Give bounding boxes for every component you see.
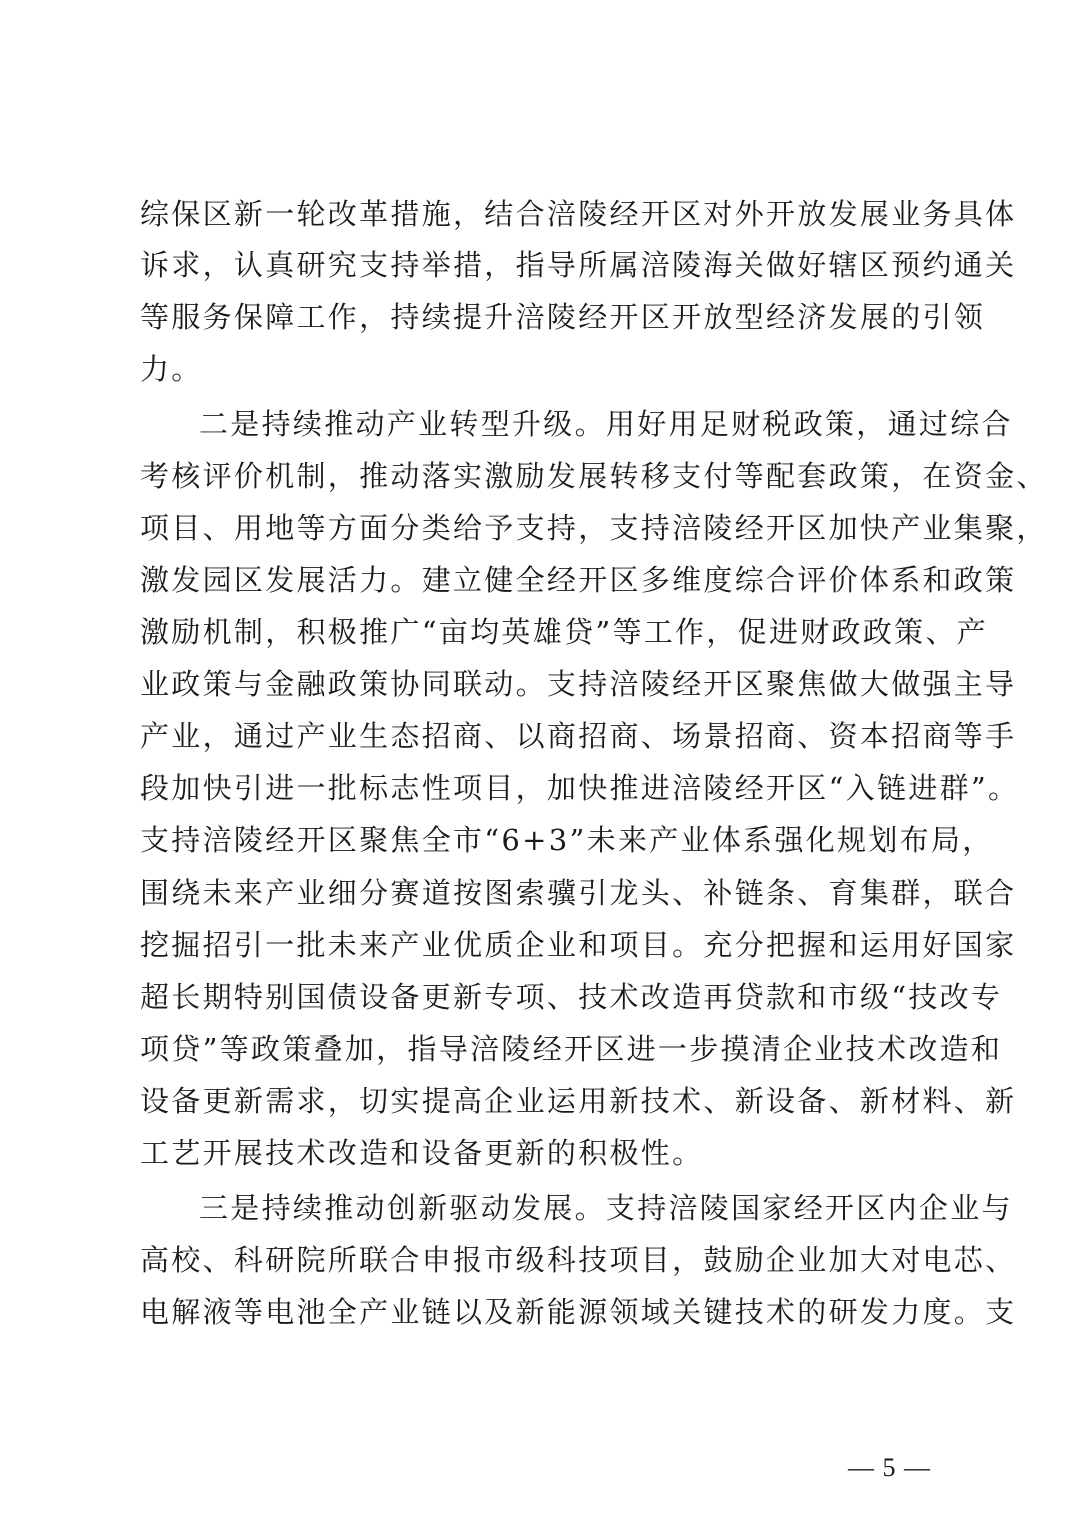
text-line: 考核评价机制，推动落实激励发展转移支付等配套政策，在资金、 [140, 459, 1048, 493]
paragraph-start-line: 二是持续推动产业转型升级。用好用足财税政策，通过综合 [199, 407, 1013, 441]
text-line: 挖掘招引一批未来产业优质企业和项目。充分把握和运用好国家 [140, 928, 1017, 962]
text-line: 业政策与金融政策协同联动。支持涪陵经开区聚焦做大做强主导 [140, 667, 1017, 701]
text-line: 项贷”等政策叠加，指导涪陵经开区进一步摸清企业技术改造和 [140, 1032, 1003, 1066]
text-line: 超长期特别国债设备更新专项、技术改造再贷款和市级“技改专 [140, 980, 1003, 1014]
text-line: 力。 [140, 352, 203, 386]
text-line: 高校、科研院所联合申报市级科技项目，鼓励企业加大对电芯、 [140, 1243, 1017, 1277]
text-line: 产业，通过产业生态招商、以商招商、场景招商、资本招商等手 [140, 719, 1017, 753]
text-line: 设备更新需求，切实提高企业运用新技术、新设备、新材料、新 [140, 1084, 1017, 1118]
page-number: — 5 — [848, 1453, 931, 1482]
text-line: 诉求，认真研究支持举措，指导所属涪陵海关做好辖区预约通关 [140, 248, 1017, 282]
text-line: 等服务保障工作，持续提升涪陵经开区开放型经济发展的引领 [140, 300, 986, 334]
text-line: 电解液等电池全产业链以及新能源领域关键技术的研发力度。支 [140, 1295, 1017, 1329]
text-line: 激励机制，积极推广“亩均英雄贷”等工作，促进财政政策、产 [140, 615, 989, 649]
text-line: 支持涪陵经开区聚焦全市“6+3”未来产业体系强化规划布局， [140, 823, 994, 857]
text-line: 段加快引进一批标志性项目，加快推进涪陵经开区“入链进群”。 [140, 771, 1020, 805]
text-line: 围绕未来产业细分赛道按图索骥引龙头、补链条、育集群，联合 [140, 876, 1017, 910]
text-line: 激发园区发展活力。建立健全经开区多维度综合评价体系和政策 [140, 563, 1017, 597]
text-line: 综保区新一轮改革措施，结合涪陵经开区对外开放发展业务具体 [140, 197, 1017, 231]
paragraph-start-line: 三是持续推动创新驱动发展。支持涪陵国家经开区内企业与 [199, 1191, 1013, 1225]
text-line: 工艺开展技术改造和设备更新的积极性。 [140, 1136, 704, 1170]
text-line: 项目、用地等方面分类给予支持，支持涪陵经开区加快产业集聚， [140, 511, 1048, 545]
